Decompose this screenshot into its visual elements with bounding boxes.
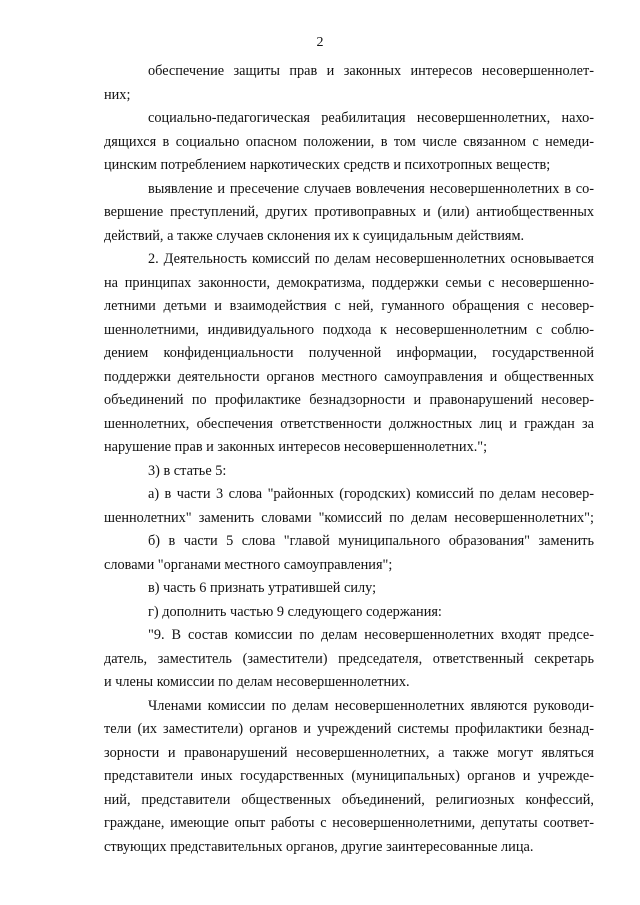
text-line: а) в части 3 слова "районных (городских) комиссий по делам несовер- [148, 486, 594, 502]
text-line: ний, представители общественных объединений, религиозных конфессий, [104, 791, 594, 808]
text-line: обеспечение защиты прав и законных интересов несовершеннолет- [148, 63, 594, 79]
text-line: цинским потреблением наркотических средств и психотропных веществ; [104, 157, 551, 173]
text-line: тели (их заместители) органов и учреждений системы профилактики безнад- [104, 721, 594, 737]
text-line: поддержки деятельности органов местного самоуправления и общественных [104, 368, 594, 385]
text-line: на принципах законности, демократизма, поддержки семьи с несовершенно- [104, 274, 594, 291]
text-line: шеннолетних, обеспечения ответственности должностных лиц и граждан за [104, 415, 594, 432]
page-number: 2 [316, 35, 324, 50]
text-line: объединений по профилактике безнадзорности и правонарушений несовер- [104, 392, 594, 408]
text-line: выявление и пресечение случаев вовлечения несовершеннолетних в со- [148, 180, 594, 197]
text-line: нарушение прав и законных интересов несовершеннолетних."; [104, 439, 488, 455]
text-line: дящихся в социально опасном положении, в том числе связанном с немеди- [104, 133, 594, 150]
text-line: вершение преступлений, других противоправных и (или) антиобщественных [104, 204, 594, 220]
document-body [104, 60, 594, 859]
text-line: них; [104, 86, 131, 103]
text-line: 2. Деятельность комиссий по делам несовершеннолетних основывается [148, 251, 594, 267]
text-line: ствующих представительных органов, другие заинтересованные лица. [104, 838, 534, 855]
text-line: "9. В состав комиссии по делам несовершеннолетних входят предсе- [148, 627, 594, 643]
text-line: шеннолетними, индивидуального подхода к несовершеннолетним с соблю- [104, 321, 594, 338]
text-line: социально-педагогическая реабилитация несовершеннолетних, нахо- [148, 110, 594, 126]
text-line: действий, а также случаев склонения их к суицидальным действиям. [104, 227, 525, 244]
text-line: Членами комиссии по делам несовершеннолетних являются руководи- [148, 697, 594, 714]
text-line: дением конфиденциальности полученной информации, государственной [104, 345, 594, 361]
text-line: шеннолетних" заменить словами "комиссий по делам несовершеннолетних"; [104, 509, 594, 526]
text-line: датель, заместитель (заместители) председателя, ответственный секретарь [104, 650, 594, 667]
text-line: представители иных государственных (муниципальных) органов и учрежде- [104, 768, 594, 784]
text-line: граждане, имеющие опыт работы с несовершеннолетними, депутаты соответ- [104, 815, 594, 831]
text-line: летними детьми и взаимодействия с ней, гуманного обращения с несовер- [104, 298, 594, 314]
text-line: и члены комиссии по делам несовершеннолетних. [104, 674, 410, 690]
text-line: в) часть 6 признать утратившей силу; [148, 580, 377, 596]
text-line: зорности и правонарушений несовершеннолетних, а также могут являться [104, 744, 594, 761]
text-line: б) в части 5 слова "главой муниципального образования" заменить [148, 533, 594, 549]
text-line: г) дополнить частью 9 следующего содержания: [148, 603, 442, 620]
text-line: словами "органами местного самоуправления"; [104, 556, 393, 573]
text-line: 3) в статье 5: [148, 462, 227, 479]
